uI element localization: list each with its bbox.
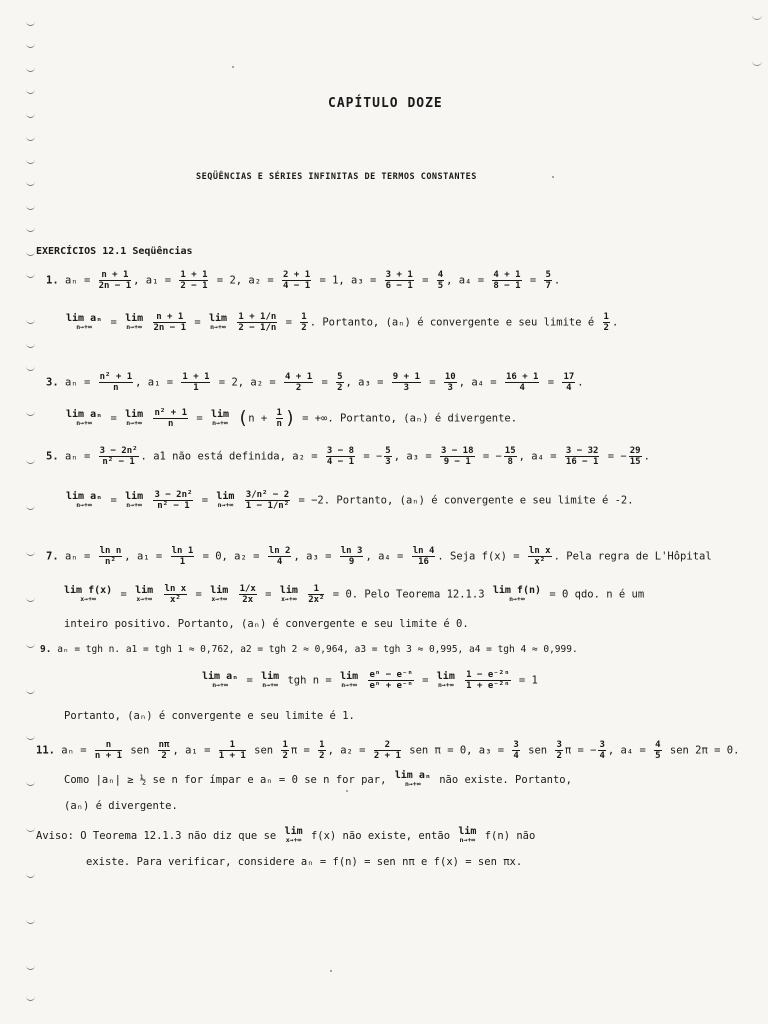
exercises-heading: EXERCÍCIOS 12.1 Seqüências [36,246,193,257]
aviso-line-2: existe. Para verificar, considere aₙ = f(n) = sen nπ e f(x) = sen πx. [86,856,523,868]
exercise-11-conclusion: (aₙ) é divergente. [64,800,178,812]
aviso-line-1: Aviso: O Teorema 12.1.3 não diz que se lim x→+∞ f(x) não existe, então lim n→+∞ f(n) não [36,826,536,844]
exercise-9-conclusion: Portanto, (aₙ) é convergente e seu limite é 1. [64,710,355,722]
exercise-1-limit: lim aₙ n→+∞ = lim n→+∞ $\frac{n + 1}{2n - 1}$ = lim n→+∞ $\frac{1 + 1/n}{2 - 1/n}$ = $\frac{1}{2}$ . Portanto, (aₙ) é convergente e seu limite é $\frac{1}{2}$ . [66,312,619,333]
scan-speck [346,790,348,792]
exercise-1-terms: 1. aₙ = $\frac{n + 1}{2n - 1}$ , a₁ = $\frac{1 + 1}{2 - 1}$ = 2, a₂ = $\frac{2 + 1}{4 - 1}$ = 1, a₃ = $\frac{3 + 1}{6 - 1}$ = $\frac{4}{5}$ , a₄ = $\frac{4 + 1}{8 - 1}$ = $\frac{5}{7}$ . [46,270,561,291]
exercise-7-conclusion: inteiro positivo. Portanto, (aₙ) é convergente e seu limite é 0. [64,618,469,630]
exercise-11-argument: Como |aₙ| ≥ ½ se n for ímpar e aₙ = 0 se n for par, lim aₙ n→+∞ não existe. Portanto, [64,770,572,788]
exercise-number: 1. [46,274,59,287]
exercise-3-limit: lim aₙ n→+∞ = lim n→+∞ $\frac{\text{n² + 1}}{n}$ = lim n→+∞ (n + $\frac{1}{n}$ ) = +∞. Portanto, (aₙ) é divergente. [66,407,518,429]
right-binding-mark [752,14,762,20]
chapter-title: CAPÍTULO DOZE [328,96,443,111]
right-binding-mark [752,60,762,66]
exercise-7-limit: lim f(x) x→+∞ = lim x→+∞ $\frac{\text{ln x}}{\text{x²}}$ = lim x→+∞ $\frac{1/x}{2x}$ = lim x→+∞ $\frac{1}{\text{2x²}}$ = 0. Pelo Teorema 12.1.3 lim f(n) n→+∞ = 0 qdo. n é um [64,584,645,605]
exercise-11-terms: 11. aₙ = $\frac{n}{n + 1}$ sen $\frac{n\pi}{2}$ , a₁ = $\frac{1}{1 + 1}$ sen $\frac{1}{2}$ π = $\frac{1}{2}$ , a₂ = $\frac{2}{2 + 1}$ sen π = 0, a₃ = $\frac{3}{4}$ sen $\frac{3}{2}$ π = − $\frac{3}{4}$ , a₄ = $\frac{4}{5}$ sen 2π = 0. [36,740,740,761]
binding-marks [26,10,46,1010]
scan-speck [330,970,332,972]
exercise-5-terms: 5. aₙ = $\frac{\text{3 − 2n²}}{\text{n² − 1}}$ . a1 não está definida, a₂ = $\frac{3 - 8}{4 - 1}$ = − $\frac{5}{3}$ , a₃ = $\frac{3 - 18}{9 - 1}$ = − $\frac{15}{8}$ , a₄ = $\frac{3 - 32}{16 - 1}$ = − $\frac{29}{15}$ . [46,446,650,467]
section-title: SEQÜÊNCIAS E SÉRIES INFINITAS DE TERMOS CONSTANTES [196,172,477,182]
exercise-9-limit: lim aₙ n→+∞ = lim n→+∞ tgh n = lim n→+∞ $\frac{\text{eⁿ − e⁻ⁿ}}{\text{eⁿ + e⁻ⁿ}}$ = lim n→+∞ $\frac{\text{1 − e⁻²ⁿ}}{\text{1 + e⁻²ⁿ}}$ = 1 [202,670,538,691]
exercise-3-terms: 3. aₙ = $\frac{\text{n² + 1}}{n}$ , a₁ = $\frac{1 + 1}{1}$ = 2, a₂ = $\frac{4 + 1}{2}$ = $\frac{5}{2}$ , a₃ = $\frac{9 + 1}{3}$ = $\frac{10}{3}$ , a₄ = $\frac{16 + 1}{4}$ = $\frac{17}{4}$ . [46,372,584,393]
scan-speck [552,176,554,178]
exercise-9-terms: 9. aₙ = tgh n. a1 = tgh 1 ≈ 0,762, a2 = tgh 2 ≈ 0,964, a3 = tgh 3 ≈ 0,995, a4 = tgh 4 ≈ 0,999. [40,644,578,655]
scan-speck [232,66,234,68]
exercise-5-limit: lim aₙ n→+∞ = lim n→+∞ $\frac{\text{3 − 2n²}}{\text{n² − 1}}$ = lim n→+∞ $\frac{\text{3/n² − 2}}{\text{1 − 1/n²}}$ = −2. Portanto, (aₙ) é convergente e seu limite é -2. [66,490,634,511]
exercise-7-terms: 7. aₙ = $\frac{\text{ln n}}{\text{n²}}$ , a₁ = $\frac{\ln 1}{1}$ = 0, a₂ = $\frac{\ln 2}{4}$ , a₃ = $\frac{\ln 3}{9}$ , a₄ = $\frac{\ln 4}{16}$ . Seja f(x) = $\frac{\text{ln x}}{\text{x²}}$ . Pela regra de L'Hôpital [46,546,712,567]
